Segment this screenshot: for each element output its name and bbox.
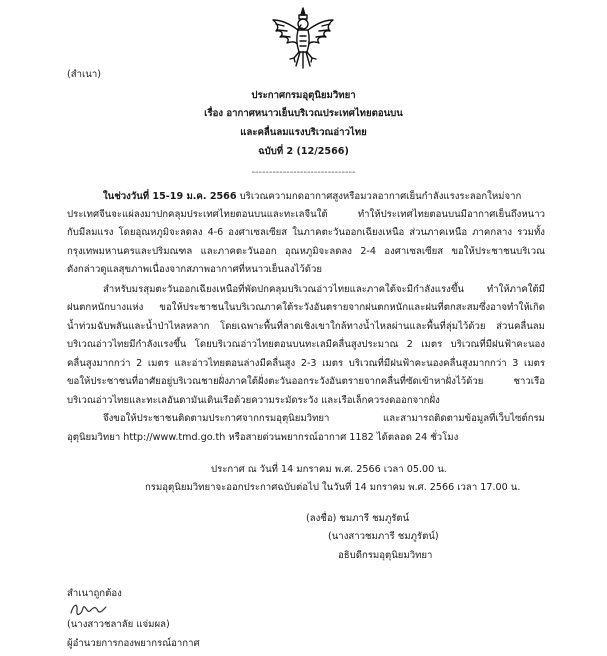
paragraph-1-line-2: ประเทศจีนจะแผ่ลงมาปกคลุมประเทศไทยตอนบนและทะเลจีนใต้ ทำให้ประเทศไทยตอนบนมีอากาศเย็นถึงหนาว <box>67 209 545 220</box>
signer-full-name: (นางสาวชมภารี ชมภูรัตน์) <box>328 531 439 542</box>
paragraph-1-line-1 <box>103 190 521 203</box>
signer-position: อธิบดีกรมอุตุนิยมวิทยา <box>338 550 433 561</box>
heading-issue-number: ฉบับที่ 2 (12/2566) <box>258 146 349 157</box>
signed-line: (ลงชื่อ) ชมภารี ชมภูรัตน์ <box>306 513 410 524</box>
paragraph-2-line-3: น้ำท่วมฉับพลันและน้ำป่าไหลหลาก โดยเฉพาะพื้นที่ลาดเชิงเขาใกล้ทางน้ำไหลผ่านและพื้นที่ลุ่มไว้ด้วย ส่วนคลื่นลม <box>67 321 545 332</box>
paragraph-1-line-5: ดังกล่าวดูแลสุขภาพเนื่องจากสภาพอากาศที่หนาวเย็นลงไว้ด้วย <box>67 264 322 275</box>
handwritten-signature <box>68 599 108 619</box>
heading-org: ประกาศกรมอุตุนิยมวิทยา <box>251 90 356 101</box>
copy-mark: (สำเนา) <box>67 69 101 80</box>
certifier-position: ผู้อำนวยการกองพยากรณ์อากาศ <box>67 638 200 649</box>
paragraph-1-lead: ในช่วงวันที่ 15-19 ม.ค. 2566 <box>103 191 237 202</box>
paragraph-2-line-6: ขอให้ประชาชนที่อาศัยอยู่บริเวณชายฝั่งภาคใต้ฝั่งตะวันออกระวังอันตรายจากคลื่นที่ซัดเข้าหาฝั่งไว้ด้วย ชาวเรือ <box>67 376 545 387</box>
paragraph-2-line-1: สำหรับมรสุมตะวันออกเฉียงเหนือที่พัดปกคลุมบริเวณอ่าวไทยและภาคใต้จะมีกำลังแรงขึ้น ทำให้ภาคใต้มี <box>103 284 545 295</box>
certified-copy-label: สำเนาถูกต้อง <box>67 588 122 599</box>
heading-subject-line-1: เรื่อง อากาศหนาวเย็นบริเวณประเทศไทยตอนบน <box>204 108 403 119</box>
garuda-emblem <box>270 6 336 70</box>
paragraph-1-line-4: กรุงเทพมหานครและปริมณฑล และภาคตะวันออก อุณหภูมิจะลดลง 2-4 องศาเซลเซียส ขอให้ประชาชนบริเวณ <box>67 246 545 257</box>
paragraph-1-line-1-rest: บริเวณความกดอากาศสูงหรือมวลอากาศเย็นกำลังแรงระลอกใหม่จาก <box>236 191 522 202</box>
paragraph-2-line-4: บริเวณอ่าวไทยมีกำลังแรงขึ้น โดยบริเวณอ่าวไทยตอนบนทะเลมีคลื่นสูงประมาณ 2 เมตร บริเวณที่มีฝนฟ้าคะนอง <box>67 339 545 350</box>
paragraph-1-line-3: กับมีลมแรง โดยอุณหภูมิจะลดลง 4-6 องศาเซลเซียส ในภาคตะวันออกเฉียงเหนือ ส่วนภาคเหนือ ภาคกลาง รวมทั้ง <box>67 227 545 238</box>
heading-separator: ------------------------------ <box>251 167 356 178</box>
paragraph-2-line-5: คลื่นสูงมากกว่า 2 เมตร และอ่าวไทยตอนล่างมีคลื่นสูง 2-3 เมตร บริเวณที่มีฝนฟ้าคะนองคลื่นสูงมากกว่า 3 เมตร <box>67 358 545 369</box>
paragraph-3-line-1: จึงขอให้ประชาชนติดตามประกาศจากกรมอุตุนิยมวิทยา และสามารถติดตามข้อมูลที่เว็บไซต์กรม <box>103 413 545 424</box>
heading-subject-line-2: และคลื่นลมแรงบริเวณอ่าวไทย <box>240 127 367 138</box>
next-issue-note: กรมอุตุนิยมวิทยาจะออกประกาศฉบับต่อไป ในวันที่ 14 มกราคม พ.ศ. 2566 เวลา 17.00 น. <box>145 482 521 493</box>
announce-date: ประกาศ ณ วันที่ 14 มกราคม พ.ศ. 2566 เวลา 05.00 น. <box>211 464 447 475</box>
paragraph-2-line-2: ฝนตกหนักบางแห่ง ขอให้ประชาชนในบริเวณภาคใต้ระวังอันตรายจากฝนตกหนักและฝนที่ตกสะสมซึ่งอาจทำให้เกิด <box>67 302 545 313</box>
paragraph-2-line-7: บริเวณอ่าวไทยและทะเลอันดามันเดินเรือด้วยความระมัดระวัง และเรือเล็กควรงดออกจากฝั่ง <box>67 395 440 406</box>
certifier-name: (นางสาวชลาลัย แจ่มผล) <box>67 619 170 630</box>
paragraph-3-line-2: อุตุนิยมวิทยา http://www.tmd.go.th หรือสายด่วนพยากรณ์อากาศ 1182 ได้ตลอด 24 ชั่วโมง <box>67 432 459 443</box>
